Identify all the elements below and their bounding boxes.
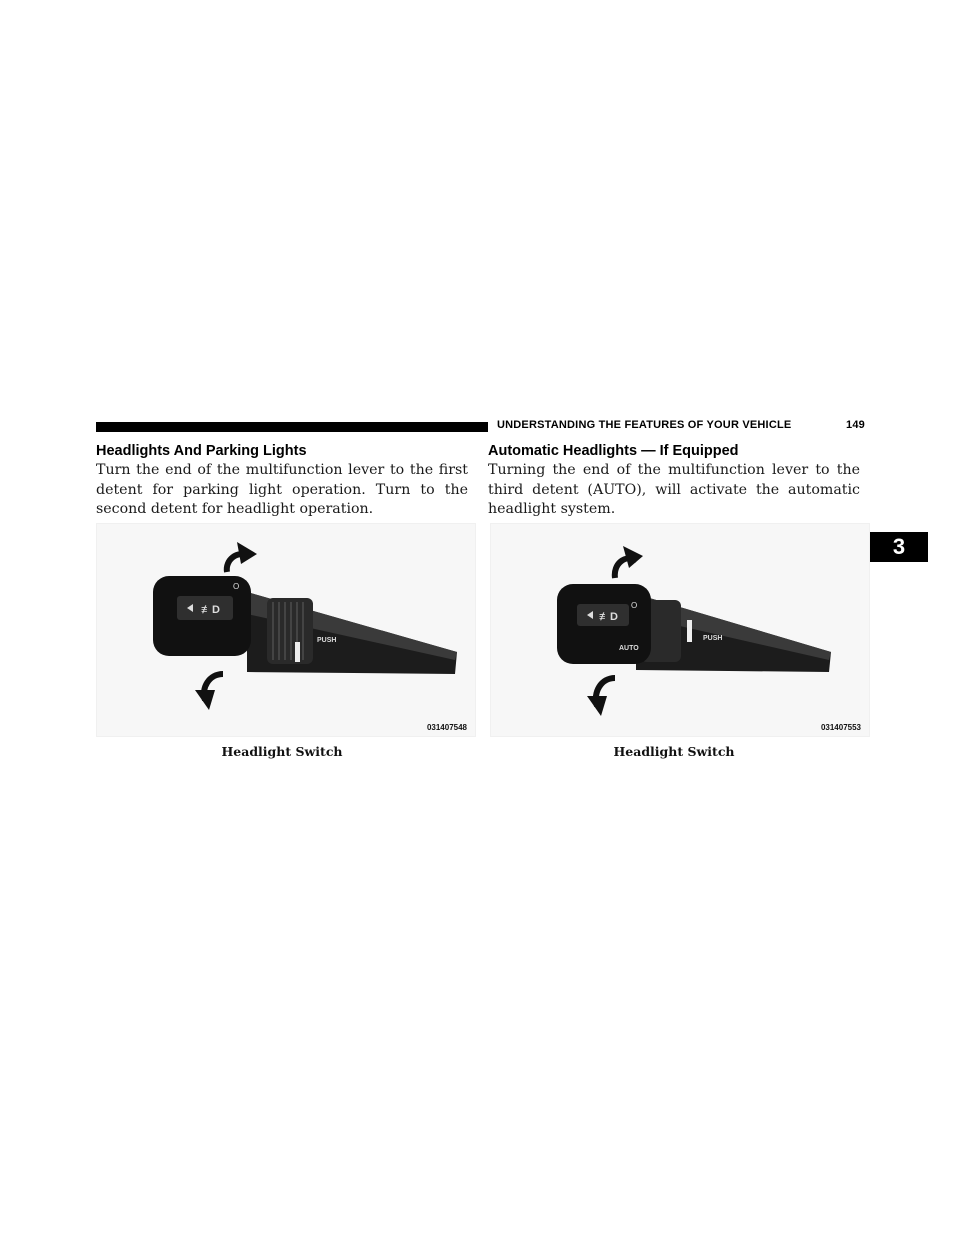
- svg-text:≢D: ≢D: [201, 604, 220, 616]
- header-rule: [96, 422, 488, 432]
- fig2-label-off: O: [631, 601, 638, 610]
- chapter-tab: 3: [870, 532, 928, 562]
- running-header: [497, 419, 865, 431]
- caption-2: Headlight Switch: [613, 744, 735, 759]
- fig1-label-off: O: [233, 582, 240, 591]
- fig2-label-push: PUSH: [703, 635, 723, 642]
- lever-illustration-2: [491, 524, 869, 736]
- right-column: [488, 443, 860, 520]
- right-body: Turning the end of the multifunction lever to the third detent (AUTO), will activate the automatic headlight system.: [488, 462, 860, 517]
- figure-code-2: 031407553: [820, 723, 861, 732]
- page-number: 149: [846, 419, 865, 431]
- svg-text:≢D: ≢D: [599, 611, 618, 623]
- figure-headlight-switch-1: [96, 523, 476, 737]
- fig1-label-push: PUSH: [317, 637, 337, 644]
- caption-1: Headlight Switch: [221, 744, 343, 759]
- fig2-label-auto: AUTO: [619, 645, 639, 652]
- left-column: [96, 443, 468, 520]
- left-heading: Headlights And Parking Lights: [96, 443, 307, 459]
- section-title: UNDERSTANDING THE FEATURES OF YOUR VEHICLE: [497, 419, 792, 431]
- left-body: Turn the end of the multifunction lever to the first detent for parking light operation. Turn to the second detent for headlight operation.: [96, 462, 468, 517]
- right-heading: Automatic Headlights — If Equipped: [488, 443, 739, 459]
- figure-code-1: 031407548: [426, 723, 467, 732]
- lever-illustration-1: [97, 524, 475, 736]
- figure-headlight-switch-2: [490, 523, 870, 737]
